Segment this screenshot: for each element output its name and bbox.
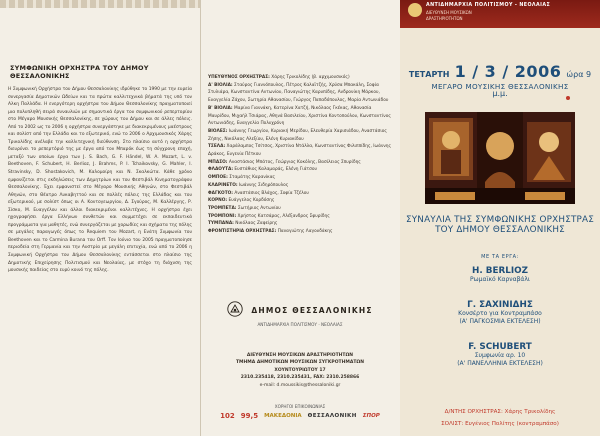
roster-entry: [208, 205, 394, 213]
contact-line-1: ΔΙΕΥΘΥΝΣΗ ΜΟΥΣΙΚΩΝ ΔΡΑΣΤΗΡΙΟΤΗΤΩΝ: [246, 353, 354, 358]
work-composer: H. BERLIOZ: [472, 266, 528, 276]
roster-members: Σταύρος Γιαννόπουλος, Πέτρος Καλαϊτζής, Χρύσα Μπακάλη, Σοφία Στυλιάρα, Κωνσταντίνα Αντωνίου, Παναγιώτης Καρυπίδης, Ανδρονίκη Μάρκου, Ευαγγελία Ζάχου, Σωτηρία Αθανασίου, Γιώργος Παπαδόπουλος, Μαρία Αντωνιάδου: [208, 82, 389, 104]
contact-block: [200, 352, 400, 389]
roster-members: Χάρης Τρικολίδης (β. αρχιμουσικός): [271, 75, 350, 80]
conductor-line: Δ/ΝΤΗΣ ΟΡΧΗΣΤΡΑΣ: Χάρης Τρικολίδης: [444, 409, 556, 415]
roster-section-label: ΤΥΜΠΑΝΑ:: [208, 221, 234, 227]
roster-members: Σωτήριος Αντωνίου: [237, 205, 281, 211]
roster-entry: [208, 105, 394, 128]
event-venue: ΜΕΓΑΡΟ ΜΟΥΣΙΚΗΣ ΘΕΣΣΑΛΟΝΙΚΗΣ: [431, 82, 569, 91]
roster-members: Ευστάθιος Καλαμαράς, Ελένη Γιάτσου: [234, 167, 317, 173]
event-date-number: 1 / 3 / 2006: [454, 62, 562, 81]
event-date: [400, 62, 600, 100]
roster-members: Ιωάννης Σιδηρόπουλος: [238, 182, 289, 188]
roster-section-label: Β' ΒΙΟΛΙΑ:: [208, 105, 233, 111]
roster-entry: [208, 182, 394, 190]
roster-entry: [208, 82, 394, 105]
municipality-subtitle: ΑΝΤΙΔΗΜΑΡΧΙΑ ΠΟΛΙΤΙΣΜΟΥ · ΝΕΟΛΑΙΑΣ: [257, 321, 343, 327]
cover-artwork: [425, 112, 575, 204]
roster-section-label: ΟΜΠΟΕ:: [208, 175, 228, 181]
roster-members: Χαράλαμπος Τσίτσος, Χριστίνα Ντάλλα, Κωνσταντίνος Φιλιππίδης, Ιωάννης Δράκος, Ευγενία Πέτκου: [208, 144, 391, 158]
work-item: [400, 266, 600, 284]
work-composer: F. SCHUBERT: [468, 342, 532, 352]
cover-header-band: [400, 0, 600, 28]
roster-section-label: ΤΡΟΜΠΕΤΑ:: [208, 205, 237, 211]
roster-section-label: ΦΑΓΚΟΤΟ:: [208, 190, 234, 196]
roster-entry: [208, 197, 394, 205]
contact-line-4: 2310.235418, 2310.235431, FAX: 2310.258866: [240, 375, 360, 381]
soloist-line: ΣΟΛΙΣΤ: Ευγένιος Πολίτης (κοντραμπάσο): [441, 421, 559, 427]
contact-line-3: ΧΟΥΝΤΟΥΡΙΩΤΟΥ 17: [274, 367, 326, 373]
contact-email: e-mail: d.moussikis@thessaloniki.gr: [259, 382, 341, 388]
roster-entry: [208, 190, 394, 198]
header-line-2: ΔΙΕΥΘΥΝΣΗ ΜΟΥΣΙΚΩΝ: [426, 10, 472, 15]
orchestra-bio-panel: [0, 0, 200, 436]
roster-members: Αναστάσιος Μπάτος, Γεώργιος Κοκόλης, Βασίλειος Σπυρίδης: [228, 159, 361, 165]
roster-members: Μαρίνα Γιαννάκη, Κατερίνα Χατζή, Νικόλαος Γκέκας, Αθανασία Μαυρίδου, Μιχαήλ Τσιάρας, Αθηνά Βασιλείου, Χριστίνα Κοντοπούλου, Κωνσταντίνος Αντωνιάδης, Ευαγγελία Πολυχρόνη: [208, 105, 391, 127]
header-line-3: ΔΡΑΣΤΗΡΙΟΤΗΤΩΝ: [426, 16, 463, 21]
roster-entry: [208, 220, 394, 228]
roster-section-label: ΒΙΟΛΕΣ:: [208, 128, 228, 134]
roster-members: Νικόλαος Ζαφείρης: [235, 221, 278, 227]
roster-entry: [208, 228, 394, 236]
roster-entry: [208, 74, 394, 82]
roster-members: Ευάγγελος Κορδόσης: [228, 198, 275, 204]
sponsor-logo-2: 99,5: [240, 412, 259, 420]
roster-section-label: ΚΛΑΡΙΝΕΤΟ:: [208, 182, 238, 188]
roster-list: [208, 74, 394, 236]
roster-entry: [208, 128, 394, 143]
municipality-logo-icon: [408, 3, 422, 17]
roster-entry: [208, 213, 394, 221]
roster-members: Παναγιώτης Λαγουδάκης: [277, 229, 333, 235]
roster-members: Ιωάννης Γεωργίου, Κυριακή Μερίδου, Ελευθερία Χαρισιάδου, Αναστάσιος Ζήσης, Νικόλαος Αλεξίου, Ελένη Κυριακίδου: [208, 128, 387, 142]
roster-section-label: ΜΠΑΣΟ:: [208, 159, 228, 165]
sponsor-logo-4: ΘΕΣΣΑΛΟΝΙΚΗ: [307, 413, 357, 419]
red-dot-ornament: [566, 96, 570, 100]
bio-text: Η Συμφωνική Ορχήστρα του Δήμου Θεσσαλονίκης ιδρύθηκε το 1990 με την ευρεία συνεργασία Δημοτικών Ωδείων και τα πρώτα καλλιτεχνικά βήματά της υπό τον Αλκη Παλλάδα. Η ενεργότερη ορχήστρα του Δήμου Θεσσαλονίκης πραγματοποιεί μια πολυπληθή σειρά συναυλιών με σημαντικά έργα του συμφωνικού ρεπερτορίου στο Μέγαρο Μουσικής Θεσσαλονίκης, σε χώρους του Δήμου και σε άλλες πόλεις. Από το 2002 ως το 2006 η ορχήστρα συνεργάστηκε με διακεκριμένους μαέστρους και σολίστ από την Ελλάδα και το εξωτερικό, ενώ το 2006 ο Αρχιμουσικός Χάρης Τρικολίδης ανέλαβε την καλλιτεχνική διεύθυνση. Στο πλαίσιο αυτό η ορχήστρα διευρύνει το ρεπερτόριό της με έργα από τον Μπαρόκ έως τη σύγχρονη εποχή, μεταξύ των οποίων έργα των J. S. Bach, G. F. Händel, W. A. Mozart, L. v. Beethoven, F. Schubert, H. Berlioz, J. Brahms, P. I. Tchaikovsky, G. Mahler, I. Stravinsky, D. Shostakovich, Μ. Καλομοίρη και Ν. Σκαλκώτα. Κάθε χρόνο εμφανίζεται στις εκδηλώσεις των Δημητρίων και του Φεστιβάλ Κινηματογράφου Θεσσαλονίκης. Έχει εμφανιστεί στο Μέγαρο Μουσικής Αθηνών, στο Φεστιβάλ Αθηνών, στο Θέατρο Λυκαβηττού και σε πολλές πόλεις της Ελλάδας και του εξωτερικού, με σολίστ όπως οι Α. Κοντογεωργίου, Δ. Σγούρος, Μ. Καλλέργης, Ρ. Σίσκο, Μ. Ευαγγέλου και άλλοι διακεκριμένοι καλλιτέχνες. Η ορχήστρα έχει ηχογραφήσει έργα Ελλήνων συνθετών και συμμετέχει σε εκπαιδευτικά προγράμματα για μαθητές, ενώ συνεργάζεται με χορωδίες και σχήματα της πόλης σε μεγάλες παραγωγές όπως το Requiem του Mozart, η Ενάτη Συμφωνία του Beethoven και το Carmina Burana του Orff. Τον Ιούνιο του 2005 πραγματοποίησε περιοδεία στη Γερμανία και την Αυστρία με μεγάλη επιτυχία, ενώ από το 2006 η Συμφωνική Ορχήστρα του Δήμου Θεσσαλονίκης εντάσσεται στο πλαίσιο της Δημοτικής Επιχείρησης Πολιτισμού και Νεολαίας, με στόχο τη διάχυση της μουσικής παιδείας στο ευρύ κοινό της πόλης.: [8, 87, 192, 274]
roster-section-label: ΤΣΕΛΑ:: [208, 144, 226, 150]
municipality-emblem-icon: [227, 301, 243, 321]
roster-section-label: ΦΛΑΟΥΤΑ:: [208, 167, 234, 173]
roster-entry: [208, 143, 394, 158]
work-title: Κονσέρτο για Κοντραμπάσο: [458, 310, 542, 317]
sponsor-logo-3: ΜΑΚΕΔΟΝΙΑ: [264, 413, 302, 419]
municipality-name: ΔΗΜΟΣ ΘΕΣΣΑΛΟΝΙΚΗΣ: [251, 306, 373, 315]
roster-section-label: Α' ΒΙΟΛΙΑ:: [208, 82, 233, 88]
sponsor-logo-1: 102: [220, 412, 235, 420]
sponsors-heading: ΧΟΡΗΓΟΙ ΕΠΙΚΟΙΝΩΝΙΑΣ: [274, 404, 326, 409]
sponsor-logos: [200, 412, 400, 420]
roster-section-label: ΦΡΟΝΤΙΣΤΗΡΙΑ ΟΡΧΗΣΤΡΑΣ:: [208, 229, 277, 235]
roster-members: Αναστάσιος Βλάχος, Σοφία Τζέλου: [234, 190, 309, 196]
roster-members: Χρήστος Κατσάρας, Αλέξανδρος Σφυρίδης: [237, 213, 330, 219]
event-time: ώρα 9 μ.μ.: [492, 70, 592, 98]
roster-section-label: ΚΟΡΝΟ:: [208, 198, 228, 204]
works-heading: ΜΕ ΤΑ ΕΡΓΑ:: [481, 254, 519, 260]
work-title: Ρωμαϊκό Καρναβάλι: [470, 276, 530, 283]
municipality-logo-block: [200, 300, 400, 327]
work-note: (Α' ΠΑΓΚΟΣΜΙΑ ΕΚΤΕΛΕΣΗ): [459, 318, 541, 325]
work-title: Συμφωνία αρ. 10: [474, 352, 526, 359]
concert-title: ΣΥΝΑΥΛΙΑ ΤΗΣ ΣΥΜΦΩΝΙΚΗΣ ΟΡΧΗΣΤΡΑΣ ΤΟΥ ΔΗΜΟΥ ΘΕΣΣΑΛΟΝΙΚΗΣ: [405, 215, 595, 235]
event-day: ΤΕΤΑΡΤΗ: [408, 70, 450, 79]
work-item: [400, 300, 600, 326]
work-item: [400, 342, 600, 368]
bio-title: ΣΥΜΦΩΝΙΚΗ ΟΡΧΗΣΤΡΑ ΤΟΥ ΔΗΜΟΥ ΘΕΣΣΑΛΟΝΙΚΗΣ: [10, 64, 149, 80]
roster-entry: [208, 159, 394, 167]
contact-line-2: ΤΜΗΜΑ ΔΗΜΟΤΙΚΩΝ ΜΟΥΣΙΚΩΝ ΣΥΓΚΡΟΤΗΜΑΤΩΝ: [235, 360, 364, 366]
roster-section-label: ΤΡΟΜΠΟΝΙ:: [208, 213, 237, 219]
roster-section-label: ΥΠΕΥΘΥΝΟΣ ΟΡΧΗΣΤΡΑΣ:: [208, 75, 270, 80]
header-line-1: ΑΝΤΙΔΗΜΑΡΧΙΑ ΠΟΛΙΤΙΣΜΟΥ - ΝΕΟΛΑΙΑΣ: [426, 3, 551, 8]
roster-entry: [208, 174, 394, 182]
work-note: (Α' ΠΑΝΕΛΛΗΝΙΑ ΕΚΤΕΛΕΣΗ): [457, 360, 543, 367]
work-composer: Γ. ΣΑΧΙΝΙΔΗΣ: [467, 300, 533, 310]
roster-members: Σταμάτης Καρανίκας: [229, 175, 276, 181]
roster-entry: [208, 166, 394, 174]
sponsor-logo-5: ΣΠΟΡ: [362, 413, 380, 419]
